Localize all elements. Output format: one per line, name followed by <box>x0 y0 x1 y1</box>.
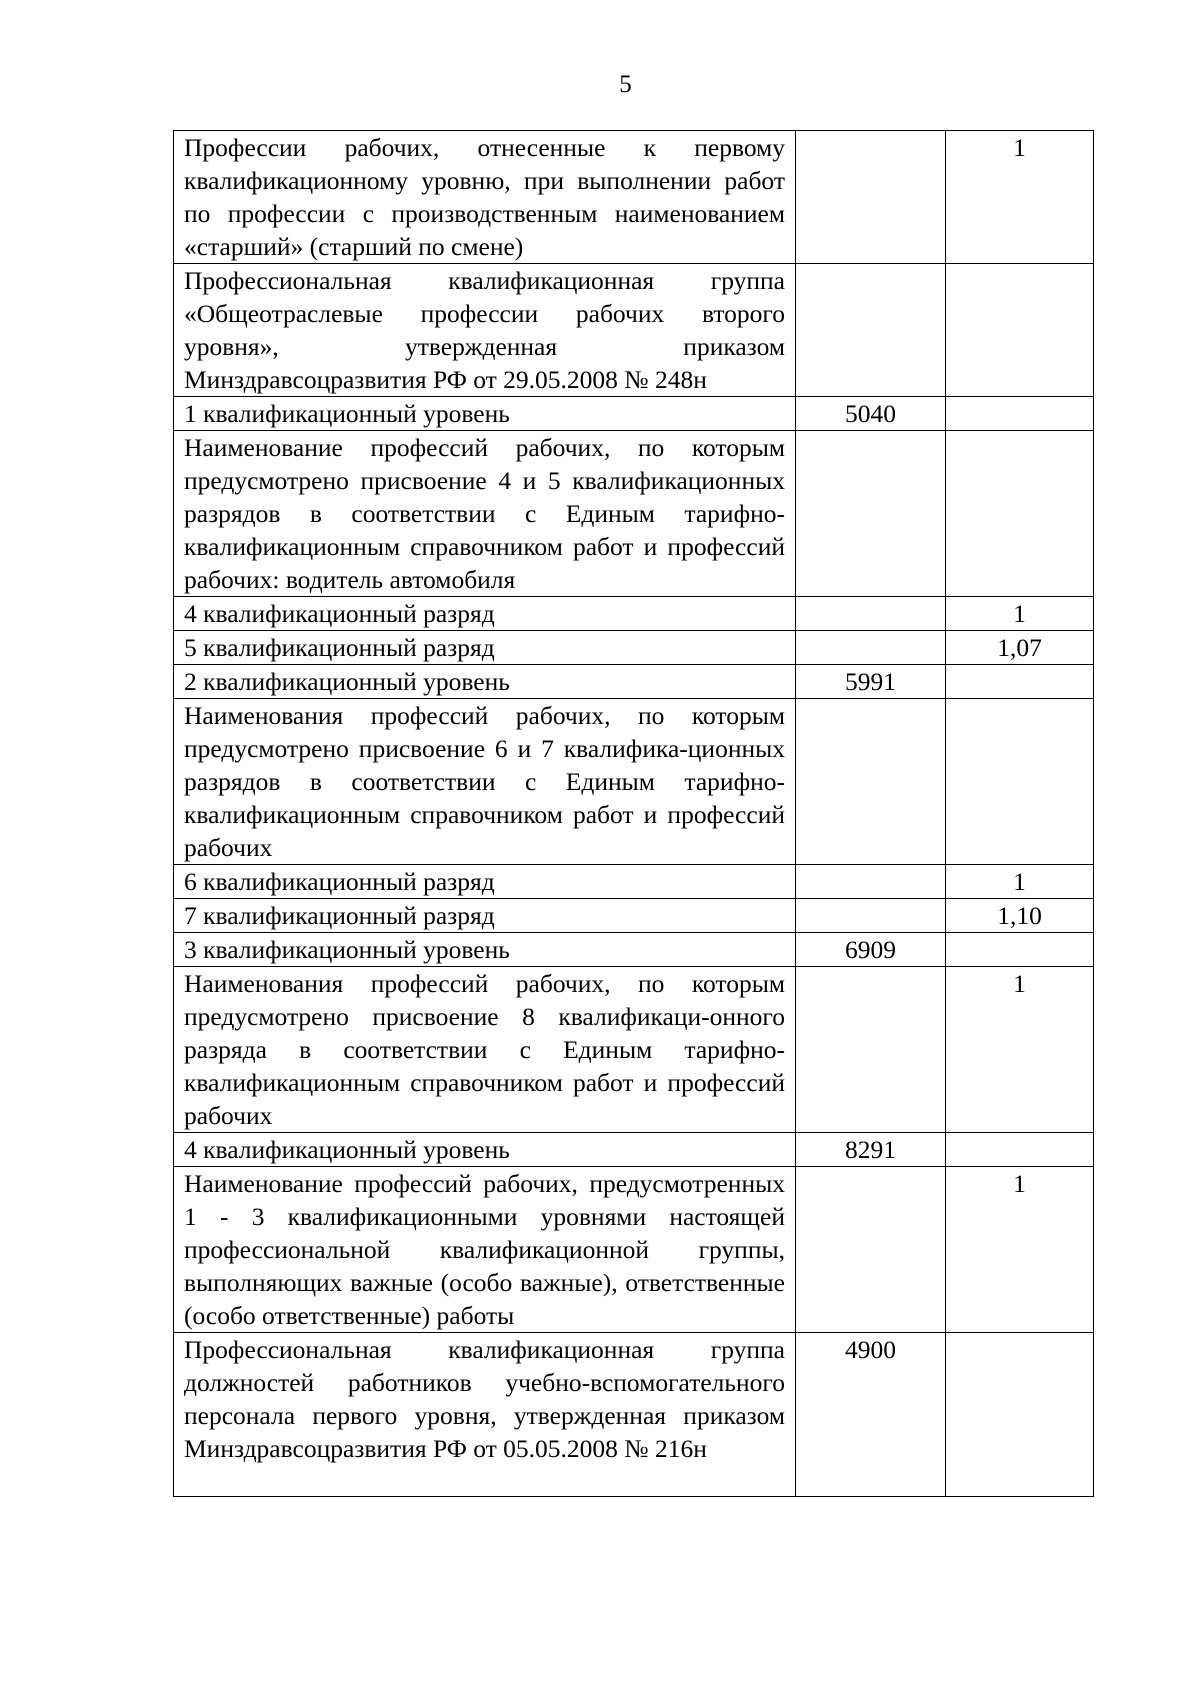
profession-name-cell: 4 квалификационный разряд <box>174 597 796 631</box>
coefficient-cell: 1 <box>946 131 1094 264</box>
profession-name-cell: Наименование профессий рабочих, по которым предусмотрено присвоение 4 и 5 квалификационных разрядов в соответствии с Единым тарифно-квалификационным справочником работ и профессий рабочих: водитель автомобиля <box>174 431 796 597</box>
salary-cell <box>796 131 946 264</box>
profession-name-cell: 1 квалификационный уровень <box>174 397 796 431</box>
salary-cell <box>796 967 946 1133</box>
salary-cell: 6909 <box>796 933 946 967</box>
profession-name-cell: Профессиональная квалификационная группа «Общеотраслевые профессии рабочих второго уровня», утвержденная приказом Минздравсоцразвития РФ от 29.05.2008 № 248н <box>174 264 796 397</box>
salary-cell <box>796 699 946 865</box>
profession-name-cell: Наименования профессий рабочих, по которым предусмотрено присвоение 6 и 7 квалифика-ционных разрядов в соответствии с Единым тарифно-квалификационным справочником работ и профессий рабочих <box>174 699 796 865</box>
table-row <box>174 899 1094 933</box>
coefficient-cell <box>946 1133 1094 1167</box>
salary-cell <box>796 597 946 631</box>
salary-cell <box>796 1167 946 1333</box>
table-row <box>174 1133 1094 1167</box>
coefficient-cell: 1 <box>946 1167 1094 1333</box>
salary-cell <box>796 899 946 933</box>
salary-cell <box>796 264 946 397</box>
salary-cell: 8291 <box>796 1133 946 1167</box>
table-row <box>174 699 1094 865</box>
salary-cell <box>796 431 946 597</box>
coefficient-cell <box>946 699 1094 865</box>
profession-name-cell: 7 квалификационный разряд <box>174 899 796 933</box>
profession-name-cell: Наименования профессий рабочих, по которым предусмотрено присвоение 8 квалификаци-онного разряда в соответствии с Единым тарифно-квалификационным справочником работ и профессий рабочих <box>174 967 796 1133</box>
coefficient-cell: 1 <box>946 967 1094 1133</box>
table-row <box>174 397 1094 431</box>
page-number: 5 <box>619 71 632 98</box>
coefficient-cell: 1 <box>946 865 1094 899</box>
coefficient-cell <box>946 1333 1094 1497</box>
table-row <box>174 865 1094 899</box>
coefficient-cell <box>946 665 1094 699</box>
table-row <box>174 631 1094 665</box>
coefficient-cell <box>946 933 1094 967</box>
profession-name-cell: Наименование профессий рабочих, предусмотренных 1 - 3 квалификационными уровнями настоящей профессиональной квалификационной группы, выполняющих важные (особо важные), ответственные (особо ответственные) работы <box>174 1167 796 1333</box>
table-row <box>174 264 1094 397</box>
coefficient-cell <box>946 264 1094 397</box>
salary-cell: 4900 <box>796 1333 946 1497</box>
table-row <box>174 665 1094 699</box>
profession-name-cell: 4 квалификационный уровень <box>174 1133 796 1167</box>
coefficient-cell: 1,10 <box>946 899 1094 933</box>
profession-name-cell: Профессии рабочих, отнесенные к первому квалификационному уровню, при выполнении работ по профессии с производственным наименованием «старший» (старший по смене) <box>174 131 796 264</box>
salary-table <box>173 130 1094 1497</box>
coefficient-cell: 1 <box>946 597 1094 631</box>
table-row <box>174 1167 1094 1333</box>
table-row <box>174 967 1094 1133</box>
salary-cell: 5991 <box>796 665 946 699</box>
table-row <box>174 431 1094 597</box>
profession-name-cell: 2 квалификационный уровень <box>174 665 796 699</box>
coefficient-cell <box>946 431 1094 597</box>
salary-cell <box>796 865 946 899</box>
salary-cell: 5040 <box>796 397 946 431</box>
table-row <box>174 597 1094 631</box>
table-row <box>174 933 1094 967</box>
table-row <box>174 1333 1094 1497</box>
coefficient-cell <box>946 397 1094 431</box>
table-row <box>174 131 1094 264</box>
profession-name-cell: 6 квалификационный разряд <box>174 865 796 899</box>
coefficient-cell: 1,07 <box>946 631 1094 665</box>
profession-name-cell: 5 квалификационный разряд <box>174 631 796 665</box>
profession-name-cell: 3 квалификационный уровень <box>174 933 796 967</box>
salary-cell <box>796 631 946 665</box>
profession-name-cell: Профессиональная квалификационная группа должностей работников учебно-вспомогательного персонала первого уровня, утвержденная приказом Минздравсоцразвития РФ от 05.05.2008 № 216н <box>174 1333 796 1497</box>
